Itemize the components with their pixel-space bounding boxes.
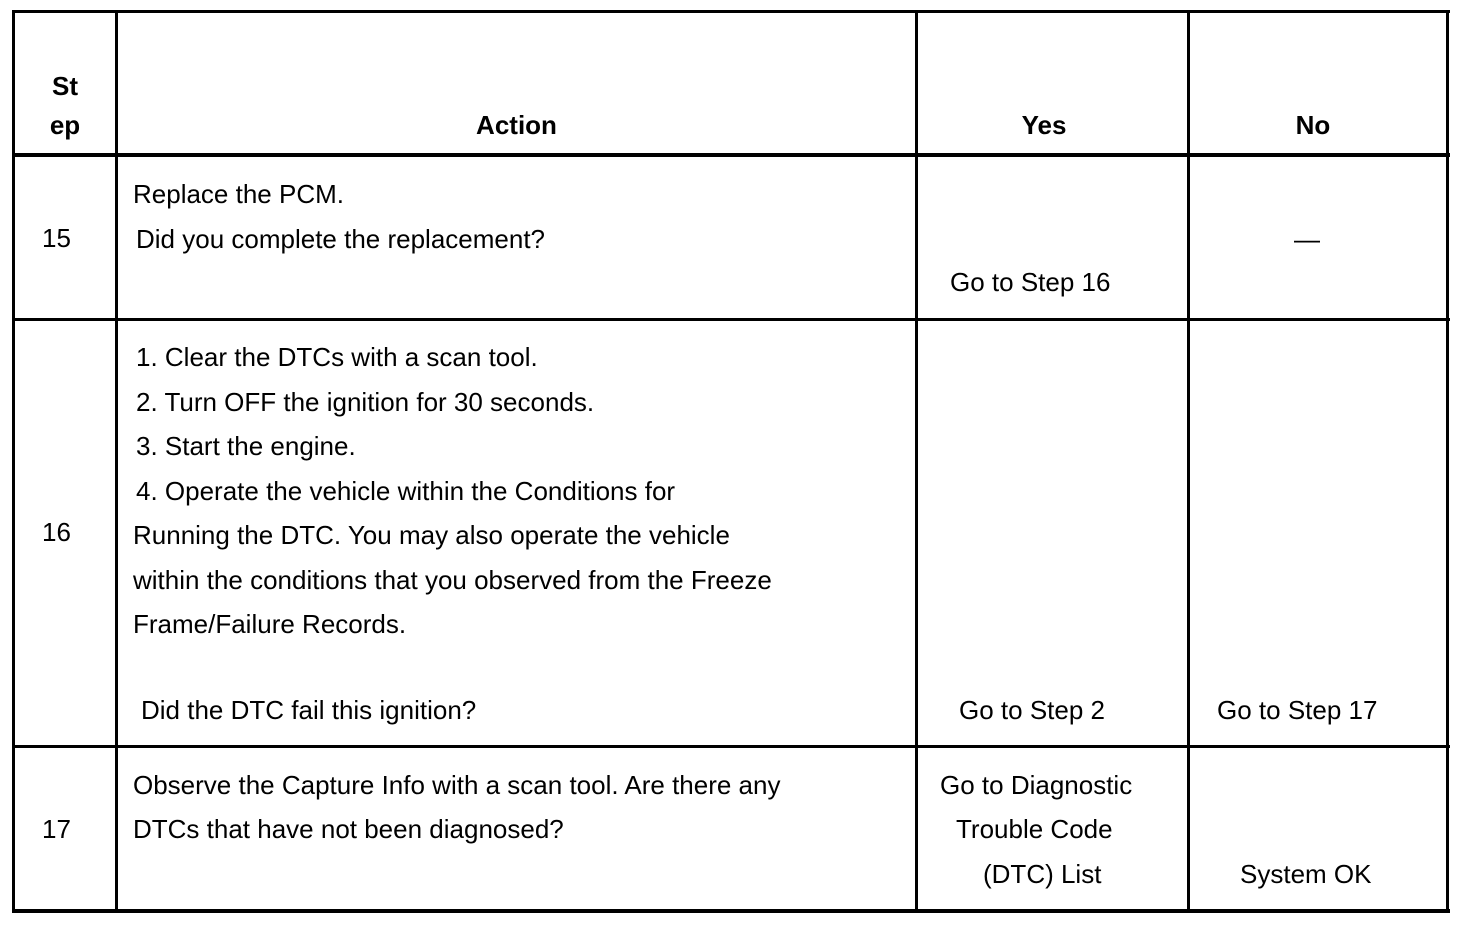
header-bottom-border	[12, 153, 1450, 157]
action-text: 2. Turn OFF the ignition for 30 seconds.	[136, 387, 595, 417]
row-16-bottom-border	[12, 745, 1450, 748]
yes-result: (DTC) List	[983, 859, 1102, 889]
action-text: Replace the PCM.	[133, 179, 344, 209]
action-text: 3. Start the engine.	[136, 431, 356, 461]
yes-result: Go to Step 2	[959, 695, 1105, 725]
no-result: Go to Step 17	[1217, 695, 1378, 725]
action-text: Running the DTC. You may also operate the vehicle	[133, 520, 730, 550]
col-divider-step-action	[115, 10, 118, 913]
action-text: Observe the Capture Info with a scan tool. Are there any	[133, 770, 781, 800]
header-step-line1: St	[52, 71, 78, 101]
table-bottom-border	[12, 909, 1450, 913]
col-divider-action-yes	[915, 10, 918, 913]
table-top-border	[12, 10, 1450, 13]
table-left-border	[12, 10, 15, 913]
header-no: No	[1295, 110, 1331, 140]
action-text: within the conditions that you observed from the Freeze	[133, 565, 772, 595]
header-yes: Yes	[1021, 110, 1067, 140]
no-result: —	[1294, 224, 1320, 254]
action-question: Did you complete the replacement?	[136, 224, 546, 254]
step-number: 16	[42, 517, 71, 547]
yes-result: Go to Step 16	[950, 267, 1111, 297]
yes-result: Go to Diagnostic	[940, 770, 1133, 800]
action-question: Did the DTC fail this ignition?	[141, 695, 477, 725]
header-step-line2: ep	[49, 110, 81, 140]
row-15-bottom-border	[12, 318, 1450, 321]
table-right-border	[1446, 10, 1449, 913]
action-text: 4. Operate the vehicle within the Conditions for	[136, 476, 676, 506]
action-text: DTCs that have not been diagnosed?	[133, 814, 564, 844]
step-number: 15	[42, 223, 71, 253]
yes-result: Trouble Code	[956, 814, 1113, 844]
col-divider-yes-no	[1187, 10, 1190, 913]
header-action: Action	[476, 110, 557, 140]
action-text: Frame/Failure Records.	[133, 609, 407, 639]
action-text: 1. Clear the DTCs with a scan tool.	[136, 342, 538, 372]
step-number: 17	[42, 814, 71, 844]
no-result: System OK	[1240, 859, 1372, 889]
